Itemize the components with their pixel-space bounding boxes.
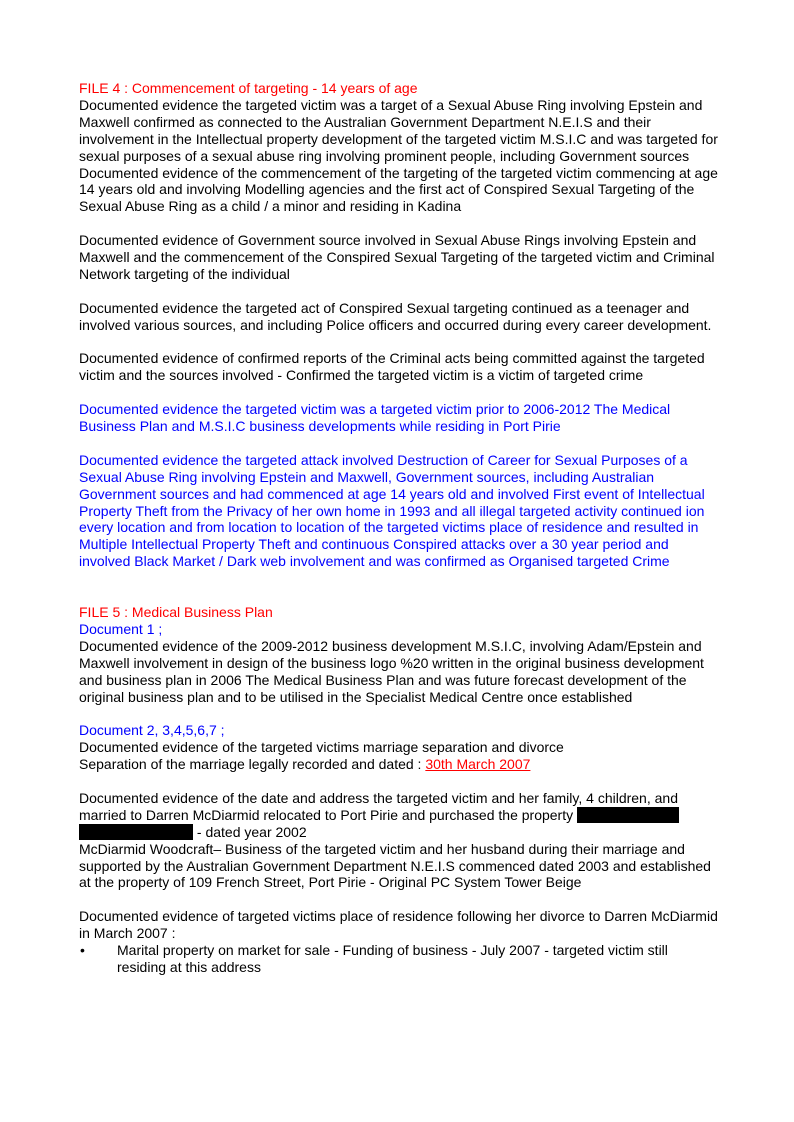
- redaction-block: [79, 824, 193, 840]
- separation-date-link[interactable]: 30th March 2007: [425, 756, 531, 773]
- address-line-4: McDiarmid Woodcraft– Business of the targeted victim and her husband during their marriage and supported by the Australian Government Department N.E.I.S commenced dated 2003 and established at the property of 109 French Street, Port Pirie - Original PC System Tower Beige: [79, 840, 711, 891]
- file5-heading: FILE 5 : Medical Business Plan: [79, 604, 273, 620]
- file4-paragraph-5: Documented evidence of confirmed reports of the Criminal acts being committed against the targeted victim and the sources involved - Confirmed the targeted victim is a victim of targeted crime: [79, 350, 705, 384]
- file4-paragraph-6: Documented evidence the targeted victim was a targeted victim prior to 2006-2012 The Medical Business Plan and M.S.I.C business developments while residing in Port Pirie: [79, 401, 671, 435]
- address-paragraph: [79, 790, 719, 891]
- document-2-line-2: [79, 756, 719, 773]
- document-1-label: Document 1 ;: [79, 620, 163, 637]
- list-item-text: Marital property on market for sale - Funding of business - July 2007 - targeted victim still residing at this address: [117, 942, 668, 975]
- address-line-1: Documented evidence of the date and address the targeted victim and her family, 4 children, and: [79, 789, 678, 806]
- bullet-icon: •: [80, 942, 85, 959]
- document-page: [79, 80, 719, 976]
- address-line-3: [79, 824, 719, 841]
- list-item: [79, 942, 719, 976]
- redaction-block: [577, 807, 679, 823]
- document-2-line-1: Documented evidence of the targeted victims marriage separation and divorce: [79, 739, 564, 756]
- file4-paragraph-1: Documented evidence the targeted victim was a target of a Sexual Abuse Ring involving Epstein and Maxwell confirmed as connected to the Australian Government Department N.E.I.S and their involvement in the Intellectual property development of the targeted victim M.S.I.C and was targeted for sexual purposes of a sexual abuse ring involving prominent people, including Government sources: [79, 96, 718, 164]
- address-line-2-text: married to Darren McDiarmid relocated to Port Pirie and purchased the property: [79, 806, 574, 823]
- file4-paragraph-2: Documented evidence of the commencement of the targeting of the targeted victim commencing at age 14 years old and involving Modelling agencies and the first act of Conspired Sexual Targeting of the Sexual Abuse Ring as a child / a minor and residing in Kadina: [79, 164, 718, 215]
- file4-paragraph-3: Documented evidence of Government source involved in Sexual Abuse Rings involving Epstein and Maxwell and the commencement of the Conspired Sexual Targeting of the targeted victim and Criminal Network targeting of the individual: [79, 232, 715, 282]
- document-2-label: Document 2, 3,4,5,6,7 ;: [79, 722, 225, 739]
- address-line-3-text: - dated year 2002: [193, 823, 307, 840]
- separation-text: Separation of the marriage legally recorded and dated :: [79, 756, 426, 773]
- file4-paragraph-4: Documented evidence the targeted act of Conspired Sexual targeting continued as a teenager and involved various sources, and including Police officers and occurred during every career development.: [79, 299, 712, 333]
- file4-paragraph-7: Documented evidence the targeted attack involved Destruction of Career for Sexual Purposes of a Sexual Abuse Ring involving Epstein and Maxwell, Government sources, including Australian Government sources and had commenced at age 14 years old and involved First event of Intellectual Property Theft from the Privacy of her own home in 1993 and all illegal targeted activity continued ion every location and from location to location of the targeted victims place of residence and resulted in Multiple Intellectual Property Theft and continuous Conspired attacks over a 30 year period and involved Black Market / Dark web involvement and was confirmed as Organised targeted Crime: [79, 451, 705, 570]
- file4-heading: FILE 4 : Commencement of targeting - 14 years of age: [79, 80, 418, 96]
- divorce-paragraph: Documented evidence of targeted victims place of residence following her divorce to Darren McDiarmid in March 2007 :: [79, 908, 718, 942]
- address-line-2: [79, 807, 719, 824]
- document-1-text: Documented evidence of the 2009-2012 business development M.S.I.C, involving Adam/Epstein and Maxwell involvement in design of the business logo %20 written in the original business development and business plan in 2006 The Medical Business Plan and was future forecast development of the original business plan and to be utilised in the Specialist Medical Centre once established: [79, 637, 704, 705]
